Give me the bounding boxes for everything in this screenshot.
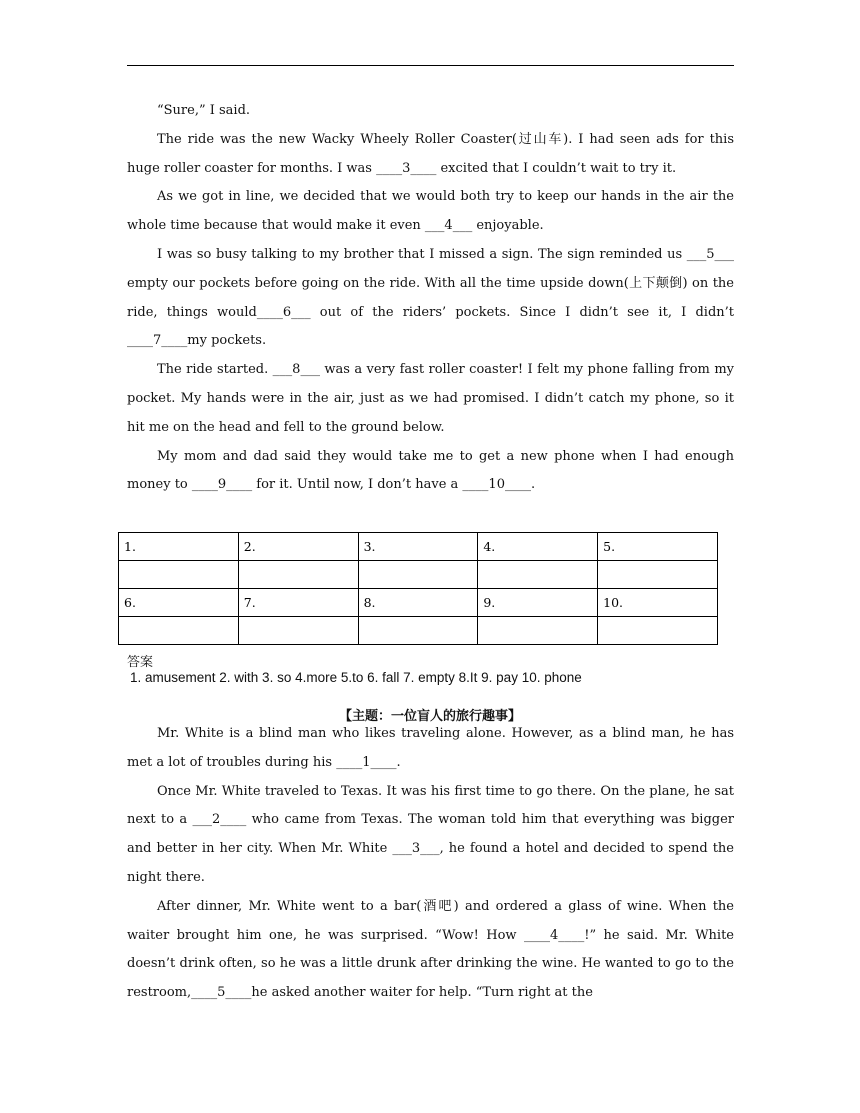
answer-blank-cell[interactable]	[478, 561, 598, 589]
answer-blank-cell[interactable]	[358, 617, 478, 645]
passage-paragraph: As we got in line, we decided that we would both try to keep our hands in the air the whole time because that would make it even ___4___ enjoyable.	[127, 189, 734, 234]
answer-blank-cell[interactable]	[598, 561, 718, 589]
answer-blank-cell[interactable]	[238, 561, 358, 589]
passage-paragraph: My mom and dad said they would take me to get a new phone when I had enough money to ____9____ for it. Until now, I don’t have a ____10____.	[127, 448, 734, 493]
answer-grid-row	[119, 617, 718, 645]
section-title: 【主题：一位盲人的旅行趣事】	[338, 709, 521, 724]
passage-paragraph: Mr. White is a blind man who likes traveling alone. However, as a blind man, he has met a lot of troubles during his ____1____.	[127, 726, 734, 770]
answer-blank-cell[interactable]	[358, 561, 478, 589]
answer-number-cell: 10.	[598, 589, 718, 617]
passage-paragraph: Once Mr. White traveled to Texas. It was his first time to go there. On the plane, he sat next to a ___2____ who came from Texas. The woman told him that everything was bigger and better in her city. When Mr. White ___3___, he found a hotel and decided to spend the night there.	[127, 783, 734, 885]
answer-blank-cell[interactable]	[238, 617, 358, 645]
passage-paragraph: I was so busy talking to my brother that I missed a sign. The sign reminded us ___5___ empty our pockets before going on the ride. With all the time upside down(上下颠倒) on the ride, things would____6___ out of the riders’ pockets. Since I didn’t see it, I didn’t ____7____my pockets.	[127, 246, 734, 349]
passage-paragraph: After dinner, Mr. White went to a bar(酒吧) and ordered a glass of wine. When the waiter brought him one, he was surprised. “Wow! How ____4____!” he said. Mr. White doesn’t drink often, so he was a little drunk after drinking the wine. He wanted to go to the restroom,____5____he asked another waiter for help. “Turn right at the	[127, 898, 734, 1001]
answer-number-cell: 9.	[478, 589, 598, 617]
answer-grid	[118, 532, 718, 645]
answer-number-cell: 6.	[119, 589, 239, 617]
answer-blank-cell[interactable]	[119, 561, 239, 589]
answer-number-cell: 1.	[119, 533, 239, 561]
passage-paragraph: The ride started. ___8___ was a very fast roller coaster! I felt my phone falling from my pocket. My hands were in the air, just as we had promised. I didn’t catch my phone, so it hit me on the head and fell to the ground below.	[127, 362, 734, 435]
answer-number-cell: 7.	[238, 589, 358, 617]
answer-number-cell: 8.	[358, 589, 478, 617]
answer-number-cell: 4.	[478, 533, 598, 561]
passage-paragraph: The ride was the new Wacky Wheely Roller Coaster(过山车). I had seen ads for this huge roller coaster for months. I was ____3____ excited that I couldn’t wait to try it.	[127, 131, 734, 176]
answer-blank-cell[interactable]	[478, 617, 598, 645]
answer-number-cell: 3.	[358, 533, 478, 561]
answer-blank-cell[interactable]	[119, 617, 239, 645]
answer-number-cell: 2.	[238, 533, 358, 561]
answer-blank-cell[interactable]	[598, 617, 718, 645]
story-passage-blind-man	[127, 720, 734, 1008]
answers-heading: 答案	[127, 655, 154, 670]
answer-grid-row	[119, 589, 718, 617]
passage-paragraph: “Sure,” I said.	[157, 103, 251, 118]
answer-grid-row	[119, 533, 718, 561]
answer-grid-row	[119, 561, 718, 589]
answers-key: 1. amusement 2. with 3. so 4.more 5.to 6. fall 7. empty 8.It 9. pay 10. phone	[130, 670, 582, 685]
story-passage-roller-coaster	[127, 97, 734, 500]
answer-number-cell: 5.	[598, 533, 718, 561]
header-rule	[127, 65, 734, 66]
